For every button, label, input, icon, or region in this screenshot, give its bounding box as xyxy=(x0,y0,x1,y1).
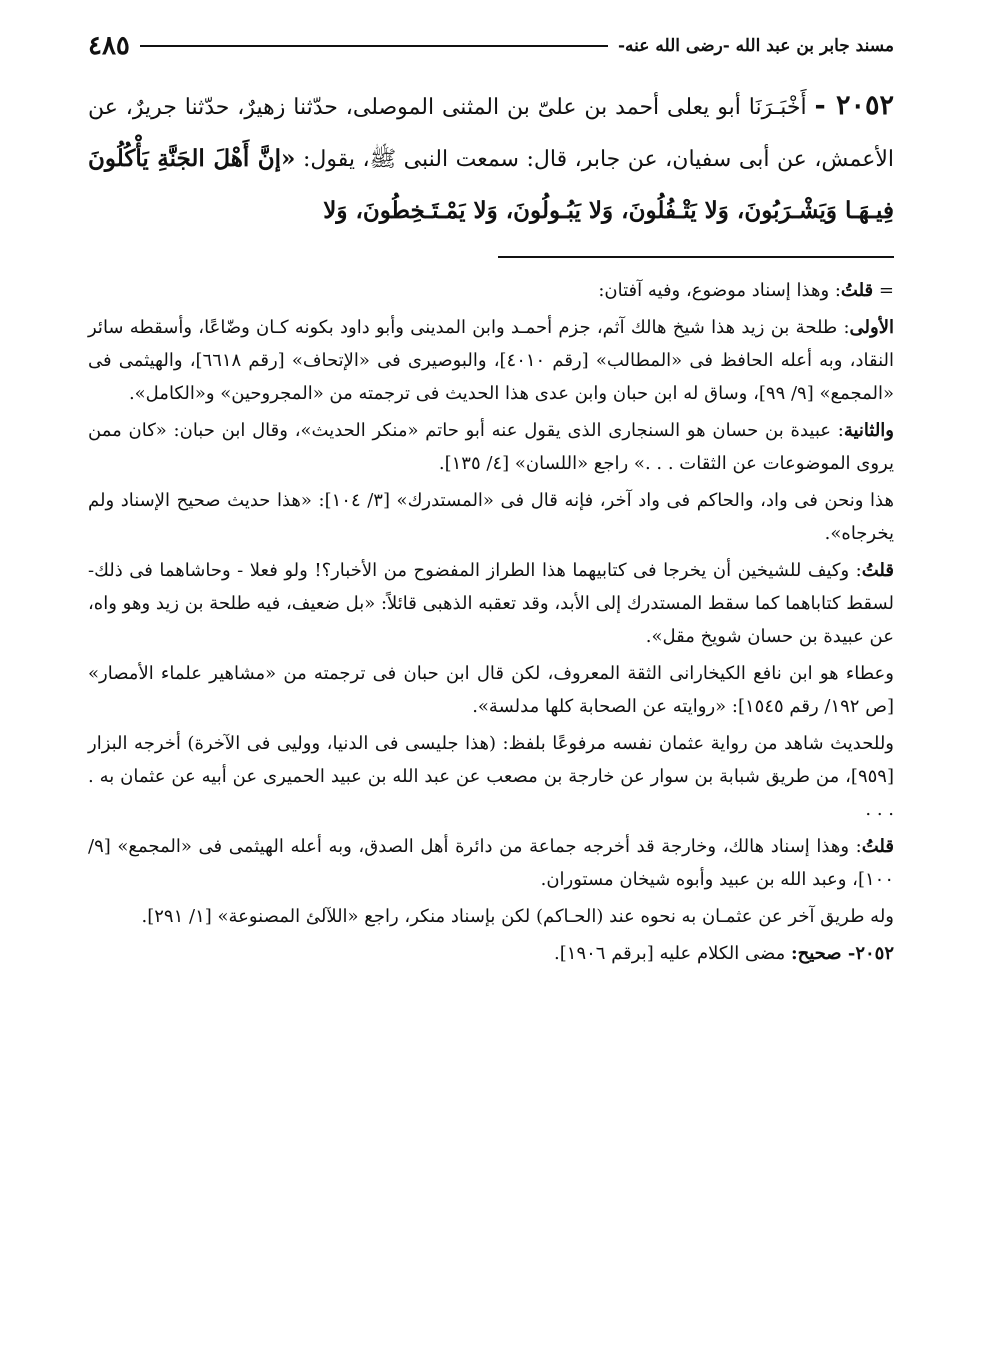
footnote-divider xyxy=(498,256,894,258)
footnote-text: وللحديث شاهد من رواية عثمان نفسه مرفوعًا بلفظ: (هذا جليسى فى الدنيا، ووليى فى الآخرة) أخرجه البزار [٩٥٩]، من طريق شبابة بن سوار عن خارجة بن مصعب عن عبد الله بن عبيد الحميرى عن أبيه عن عثمان به . . . . xyxy=(88,733,894,820)
footnote-paragraph xyxy=(88,311,894,410)
footnote-paragraph xyxy=(88,830,894,896)
footnote-lead: الأولى xyxy=(849,317,894,338)
hadith-isnad: أَخْبَـرَنَا أبو يعلى أحمد بن علىّ بن المثنى الموصلى، حدّثنا زهيرٌ، حدّثنا جريرٌ، عن الأعمش، عن أبى سفيان، عن جابر، قال: سمعت النبى ﷺ، يقول: xyxy=(88,95,894,172)
footnotes xyxy=(88,274,894,974)
footnote-text: مضى الكلام عليه [برقم ١٩٠٦]. xyxy=(554,943,791,964)
hadith-matn: «إنَّ أَهْلَ الجَنَّةِ يَأْكُلُونَ فِيـهَـا وَيَشْـرَبُونَ، وَلا يَتْـفُلُونَ، وَلا يَبُـولُونَ، وَلا يَمْـتَـخِطُونَ، وَلا xyxy=(88,145,894,224)
footnote-paragraph xyxy=(88,727,894,826)
footnote-paragraph xyxy=(88,657,894,723)
footnote-text: : عبيدة بن حسان هو السنجارى الذى يقول عنه أبو حاتم «منكر الحديث»، وقال ابن حبان: «كان ممن يروى الموضوعات عن الثقات . . .» راجع «اللسان» [٤/ ١٣٥]. xyxy=(88,420,894,474)
footnote-text: : طلحة بن زيد هذا شيخ هالك آثم، جزم أحمـد وابن المدينى وأبو داود بكونه كـان وضّاعًا، وأسقطه سائر النقاد، وبه أعله الحافظ فى «المطالب» [رقم ٤٠١٠]، والبوصيرى فى «الإتحاف» [رقم ٦٦١٨]، والهيثمى فى «المجمع» [٩/ ٩٩]، وساق له ابن حبان وابن عدى هذا الحديث فى ترجمته من «المجروحين» و«الكامل». xyxy=(88,317,894,404)
footnote-paragraph xyxy=(88,414,894,480)
footnote-intro xyxy=(88,274,894,307)
running-header xyxy=(88,28,894,64)
footnote-text: هذا ونحن فى واد، والحاكم فى واد آخر، فإنه قال فى «المستدرك» [٣/ ١٠٤]: «هذا حديث صحيح الإسناد ولم يخرجاه». xyxy=(88,490,894,544)
footnote-lead: قلتُ xyxy=(840,280,874,301)
footnote-text: وعطاء هو ابن نافع الكيخارانى الثقة المعروف، لكن قال ابن حبان فى ترجمته من «مشاهير علماء الأمصار» [ص ١٩٢/ رقم ١٥٤٥]: «روايته عن الصحابة كلها مدلسة». xyxy=(88,663,894,717)
footnote-paragraph xyxy=(88,484,894,550)
header-rule xyxy=(140,45,608,47)
footnote-lead: قلتُ xyxy=(861,560,894,581)
footnote-lead: والثانية xyxy=(843,420,894,441)
footnote-text: : وكيف للشيخين أن يخرجا فى كتابيهما هذا الطراز المفضوح من الأخبار؟! ولو فعلا - وحاشاهما فى ذلك- لسقط كتاباهما كما سقط المستدرك إلى الأبد، وقد تعقبه الذهبى قائلاً: «بل ضعيف، فيه طلحة بن زيد وهو واه، عن عبيدة بن حسان شويخ مقل». xyxy=(88,560,894,647)
footnote-paragraph xyxy=(88,554,894,653)
footnote-grading xyxy=(88,937,894,970)
running-title: مسند جابر بن عبد الله -رضى الله عنه- xyxy=(617,36,894,56)
footnote-text: وله طريق آخر عن عثمـان به نحوه عند (الحـاكم) لكن بإسناد منكر، راجع «اللآلئ المصنوعة» [١/ ٢٩١]. xyxy=(141,906,894,927)
footnote-lead: ٢٠٥٢- صحيح: xyxy=(790,943,894,964)
continuation-mark: = xyxy=(878,280,894,301)
footnote-text: : وهذا إسناد هالك، وخارجة قد أخرجه جماعة من دائرة أهل الصدق، وبه أعله الهيثمى فى «المجمع» [٩/ ١٠٠]، وعبد الله بن عبيد وأبوه شيخان مستوران. xyxy=(88,836,894,890)
page-number: ٤٨٥ xyxy=(88,31,130,61)
hadith-text xyxy=(88,80,894,237)
hadith-number: ٢٠٥٢ - xyxy=(814,90,894,121)
footnote-lead: قلتُ xyxy=(861,836,894,857)
footnote-text: : وهذا إسناد موضوع، وفيه آفتان: xyxy=(598,280,841,301)
footnote-paragraph xyxy=(88,900,894,933)
